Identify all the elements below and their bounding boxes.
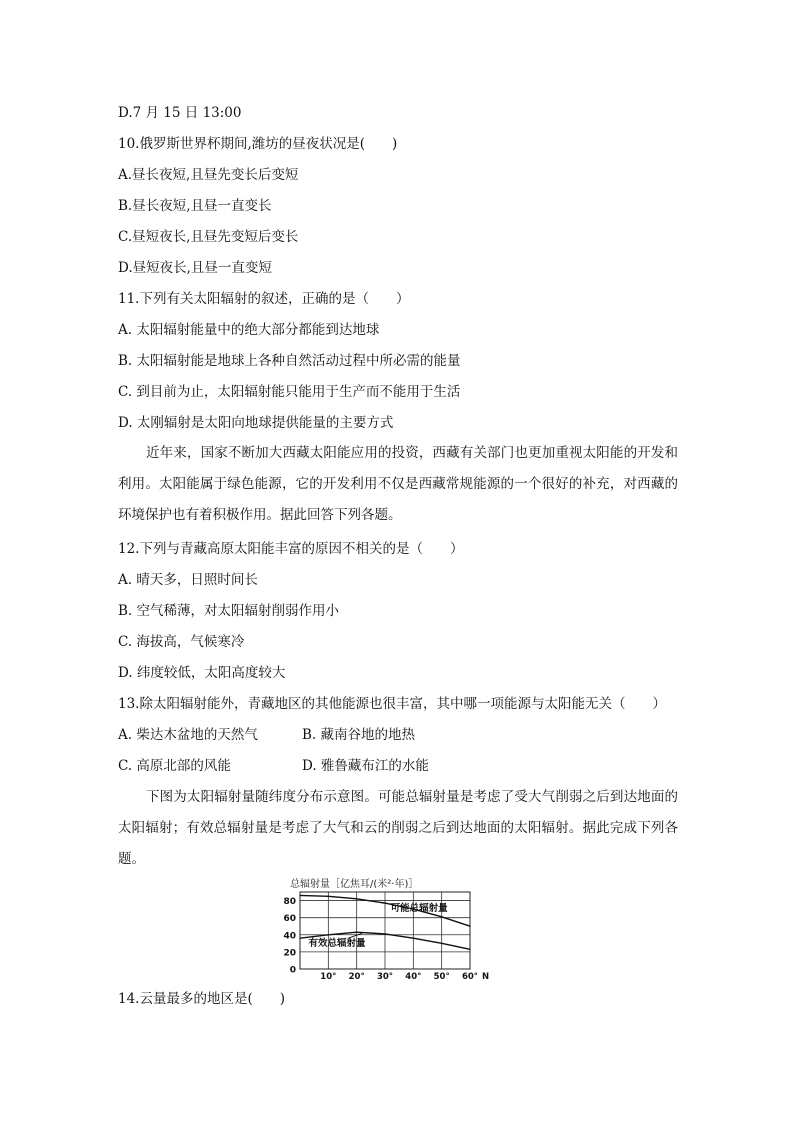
q10-stem: 10.俄罗斯世界杯期间,潍坊的昼夜状况是( ): [118, 136, 398, 152]
chart-point: [384, 933, 385, 934]
chart-x-tick-label: 40°: [405, 972, 422, 980]
chart-point: [356, 898, 357, 899]
chart-x-tick-label: 30°: [376, 972, 394, 980]
q11-option-d: D. 太刚辐射是太阳向地球提供能量的主要方式: [118, 415, 394, 431]
q11-option-b: B. 太阳辐射能是地球上各种自然活动过程中所必需的能量: [118, 353, 461, 369]
q11-option-a: A. 太阳辐射能量中的绝大部分都能到达地球: [118, 322, 380, 338]
q12-option-b: B. 空气稀薄，对太阳辐射削弱作用小: [118, 603, 340, 619]
chart-y-tick-label: 60: [283, 914, 296, 925]
chart-point: [299, 938, 300, 939]
q12-option-c: C. 海拔高，气候寒冷: [118, 634, 245, 650]
passage-tibet-solar: 近年来，国家不断加大西藏太阳能应用的投资，西藏有关部门也更加重视太阳能的开发和利用。太阳能属于绿色能源，它的开发利用不仅是西藏常规能源的一个很好的补充，对西藏的环境保护也有着积极作用。据此回答下列各题。: [118, 445, 678, 523]
q10-option-d: D.昼短夜长,且昼一直变短: [118, 260, 272, 276]
chart-point: [299, 895, 300, 896]
chart-point: [469, 926, 470, 927]
chart-x-axis-label: N: [482, 972, 490, 980]
q13-option-d: D. 雅鲁藏布江的水能: [302, 758, 429, 774]
q10-option-a: A.昼长夜短,且昼先变长后变短: [118, 167, 299, 183]
chart-y-axis-label: 总辐射量［亿焦耳/(米²·年)］: [290, 879, 419, 890]
chart-series-label-possible: 可能总辐射量: [390, 903, 448, 915]
radiation-latitude-chart: [270, 876, 500, 980]
q10-option-c: C.昼短夜长,且昼先变短后变长: [118, 229, 299, 245]
chart-point: [413, 938, 414, 939]
q11-stem: 11.下列有关太阳辐射的叙述，正确的是（ ）: [118, 291, 410, 307]
chart-x-tick-label: 60°: [461, 972, 479, 980]
chart-point: [328, 934, 329, 935]
chart-point: [384, 903, 385, 904]
q12-stem: 12.下列与青藏高原太阳能丰富的原因不相关的是（ ）: [118, 541, 464, 557]
q12-option-d: D. 纬度较低，太阳高度较大: [118, 665, 286, 681]
chart-point: [328, 896, 329, 897]
q14-stem: 14.云量最多的地区是( ): [118, 991, 286, 1007]
q9-option-d: D.7 月 15 日 13:00: [118, 105, 242, 121]
chart-y-tick-label: 0: [289, 965, 296, 976]
q13-option-b: B. 藏南谷地的地热: [302, 727, 416, 743]
chart-point: [441, 916, 442, 917]
chart-y-tick-label: 20: [283, 948, 296, 959]
chart-point: [469, 949, 470, 950]
q11-option-c: C. 到目前为止，太阳辐射能只能用于生产而不能用于生活: [118, 384, 461, 400]
q13-option-c: C. 高原北部的风能: [118, 758, 231, 774]
passage-radiation-chart: 下图为太阳辐射量随纬度分布示意图。可能总辐射量是考虑了受大气削弱之后到达地面的太阳辐射；有效总辐射量是考虑了大气和云的削弱之后到达地面的太阳辐射。据此完成下列各题。: [118, 789, 678, 867]
chart-y-tick-label: 40: [283, 931, 296, 942]
q10-option-b: B.昼长夜短,且昼一直变长: [118, 198, 272, 214]
chart-series-label-effective: 有效总辐射量: [308, 938, 366, 950]
chart-point: [441, 943, 442, 944]
chart-x-tick-label: 20°: [348, 972, 365, 980]
chart-x-tick-label: 10°: [320, 972, 337, 980]
chart-y-tick-label: 80: [283, 897, 296, 908]
q13-option-a: A. 柴达木盆地的天然气: [118, 727, 258, 743]
chart-x-tick-label: 50°: [433, 972, 450, 980]
q13-stem: 13.除太阳辐射能外，青藏地区的其他能源也很丰富，其中哪一项能源与太阳能无关（ ）: [118, 696, 666, 712]
chart-point: [356, 932, 357, 933]
q12-option-a: A. 晴天多，日照时间长: [118, 572, 258, 588]
